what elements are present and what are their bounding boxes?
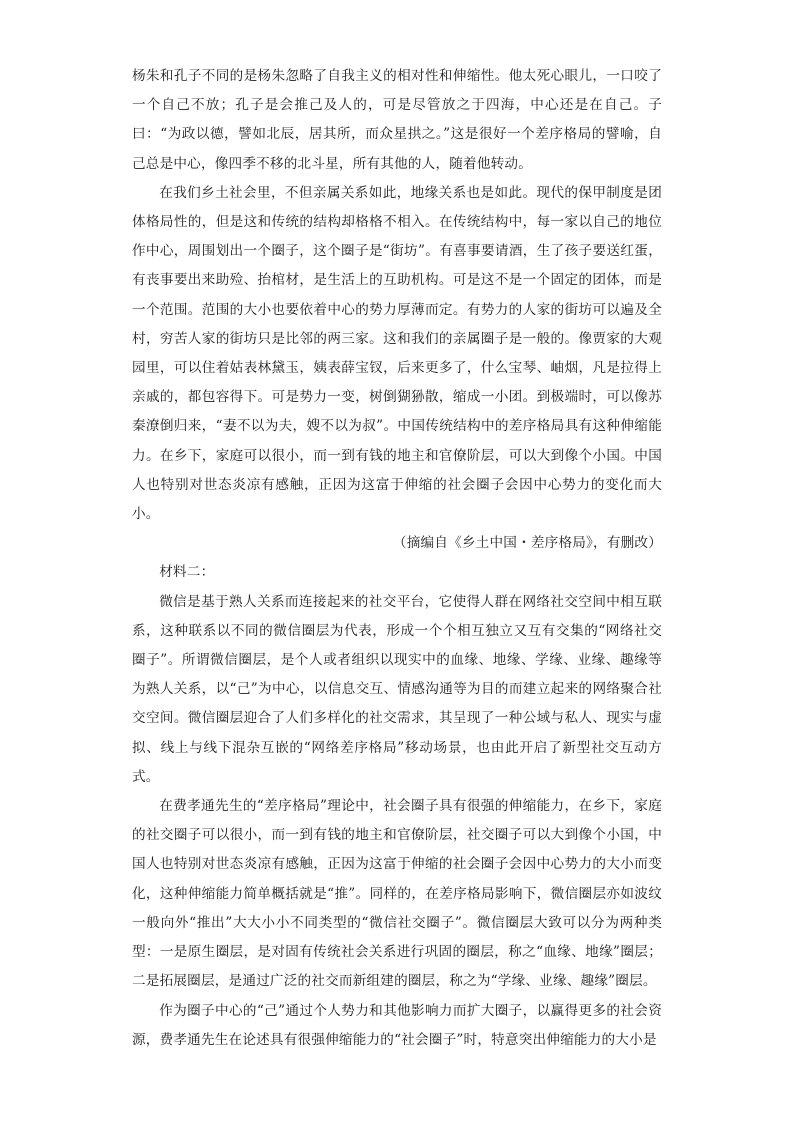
paragraph-self-center: 作为圈子中心的“己”通过个人势力和其他影响力而扩大圈子，以赢得更多的社会资源，费孝通先生在论述具有很强伸缩能力的“社会圈子”时，特意突出伸缩能力的大小是 <box>132 1002 662 1048</box>
material-two-label: 材料二： <box>159 564 215 581</box>
paragraph-yangzhu: 杨朱和孔子不同的是杨朱忽略了自我主义的相对性和伸缩性。他太死心眼儿，一口咬了一个自己不放；孔子是会推己及人的，可是尽管放之于四海，中心还是在自己。子曰：“为政以德，譬如北辰，居其所，而众星拱之。”这是很好一个差序格局的譬喻，自己总是中心，像四季不移的北斗星，所有其他的人，随着他转动。 <box>132 68 662 172</box>
paragraph-rural-society: 在我们乡土社会里，不但亲属关系如此，地缘关系也是如此。现代的保甲制度是团体格局性的，但是这和传统的结构却格格不相入。在传统结构中，每一家以自己的地位作中心，周围划出一个圈子，这个圈子是“街坊”。有喜事要请酒，生了孩子要送红蛋，有丧事要出来助殓、抬棺材，是生活上的互助机构。可是这不是一个固定的团体，而是一个范围。范围的大小也要依着中心的势力厚薄而定。有势力的人家的街坊可以遍及全村，穷苦人家的街坊只是比邻的两三家。这和我们的亲属圈子是一般的。像贾家的大观园里，可以住着姑表林黛玉，姨表薛宝钗，后来更多了，什么宝琴、岫烟，凡是拉得上亲戚的，都包容得下。可是势力一变，树倒猢狲散，缩成一小团。到极端时，可以像苏秦潦倒归来，“妻不以为夫，嫂不以为叔”。中国传统结构中的差序格局具有这种伸缩能力。在乡下，家庭可以很小，而一到有钱的地主和官僚阶层，可以大到像个小国。中国人也特别对世态炎凉有感触，正因为这富于伸缩的社会圈子会因中心势力的变化而大小。 <box>132 184 662 523</box>
paragraph-fei-xiaotong: 在费孝通先生的“差序格局”理论中，社会圈子具有很强的伸缩能力，在乡下，家庭的社交圈子可以很小，而一到有钱的地主和官僚阶层，社交圈子可以大到像个小国，中国人也特别对世态炎凉有感触，正因为这富于伸缩的社会圈子会因中心势力的大小而变化，这种伸缩能力简单概括就是“推”。同样的，在差序格局影响下，微信圈层亦如波纹一般向外“推出”大大小小不同类型的“微信社交圈子”。微信圈层大致可以分为两种类型：一是原生圈层，是对固有传统社会关系进行巩固的圈层，称之“血缘、地缘”圈层；二是拓展圈层，是通过广泛的社交而新组建的圈层，称之为“学缘、业缘、趣缘”圈层。 <box>132 798 662 990</box>
source-citation: （摘编自《乡土中国・差序格局》，有删改） <box>392 535 662 552</box>
paragraph-wechat: 微信是基于熟人关系而连接起来的社交平台，它使得人群在网络社交空间中相互联系，这种联系以不同的微信圈层为代表，形成一个个相互独立又互有交集的“网络社交圈子”。所谓微信圈层，是个人或者组织以现实中的血缘、地缘、学缘、业缘、趣缘等为熟人关系，以“己”为中心，以信息交互、情感沟通等为目的而建立起来的网络聚合社交空间。微信圈层迎合了人们多样化的社交需求，其呈现了一种公域与私人、现实与虚拟、线上与线下混杂互嵌的“网络差序格局”移动场景，也由此开启了新型社交互动方式。 <box>132 593 662 785</box>
document-body <box>132 62 662 1055</box>
